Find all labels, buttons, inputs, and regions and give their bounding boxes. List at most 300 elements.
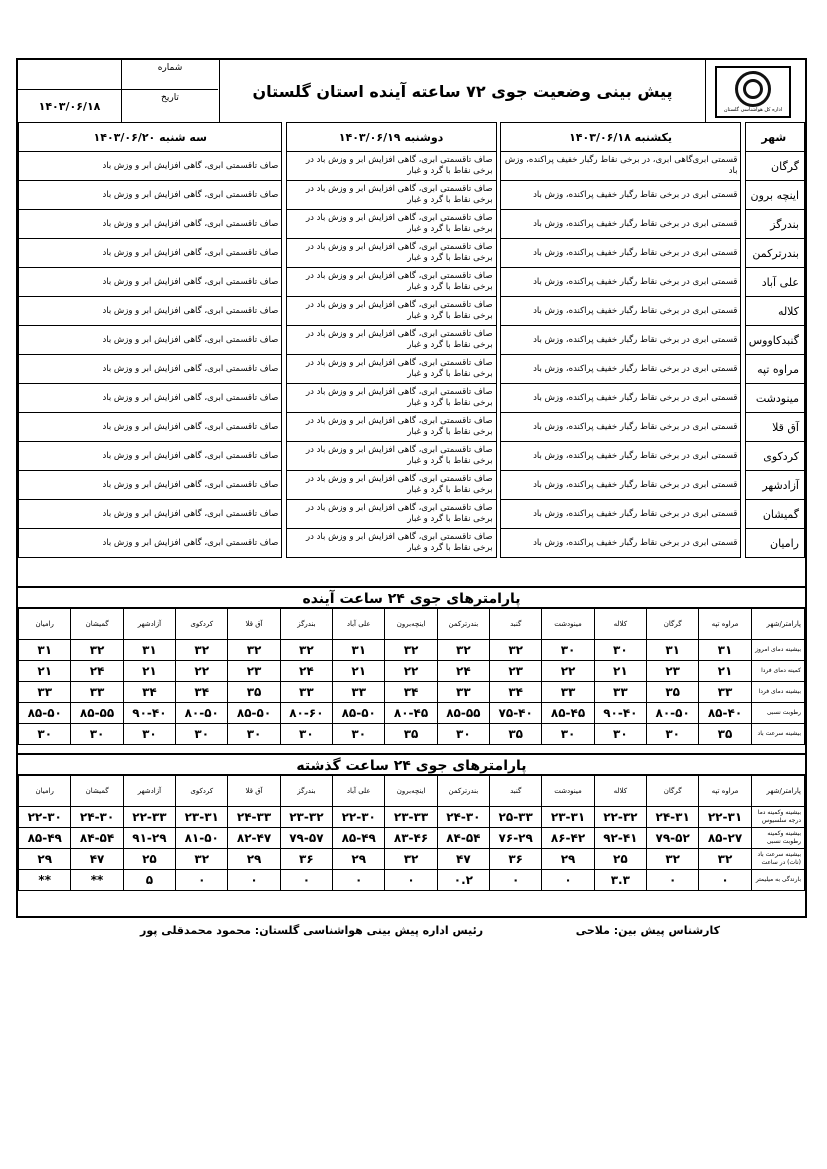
param-value: ۲۱ [19,661,71,682]
column-gap [282,210,286,239]
param-value: ۳۰ [542,724,594,745]
forecast-text: قسمتی ابری در برخی نقاط رگبار خفیف پراکنده، وزش باد [500,384,741,413]
param-label: رطوبت نسبی [751,703,804,724]
param-value: ۳۳ [542,682,594,703]
forecast-text: قسمتی ابری در برخی نقاط رگبار خفیف پراکنده، وزش باد [500,413,741,442]
forecast-text: صاف تاقسمتی ابری، گاهی افزایش ابر و وزش باد [19,297,282,326]
forecast-text: صاف تاقسمتی ابری، گاهی افزایش ابر و وزش باد در برخی نقاط با گرد و غبار [286,384,496,413]
logo-emblem-icon [735,71,771,107]
forecast-row [19,471,805,500]
number-value [18,60,121,89]
city-name: گمیشان [745,500,804,529]
param-value: ۳۳ [594,682,646,703]
column-gap [496,471,500,500]
param-value: ۳۵ [490,724,542,745]
city-name: بندرگز [745,210,804,239]
param-city: مینودشت [542,609,594,640]
param-city: آق قلا [228,609,280,640]
number-label: شماره [121,60,218,89]
param-city: بندرگز [280,609,332,640]
param-value: ۲۴-۳۰ [437,807,489,828]
forecast-text: صاف تاقسمتی ابری، گاهی افزایش ابر و وزش باد [19,471,282,500]
forecast-text: قسمتی ابری در برخی نقاط رگبار خفیف پراکنده، وزش باد [500,355,741,384]
param-value: ۳۱ [19,640,71,661]
column-gap [282,471,286,500]
param-label: بیشینه دمای امروز [751,640,804,661]
param-value: ۸۵-۴۹ [19,828,71,849]
column-gap [496,210,500,239]
city-name: گنبدکاووس [745,326,804,355]
column-gap [282,442,286,471]
forecast-sheet [16,58,807,918]
param-city: بندرگز [280,776,332,807]
param-value: ۲۴ [437,661,489,682]
forecast-row [19,355,805,384]
param-value: ۲۳-۳۱ [176,807,228,828]
param-value: ۹۰-۴۰ [594,703,646,724]
forecast-row [19,268,805,297]
param-value: ۳۱ [647,640,699,661]
param-corner: پارامتر/شهر [751,609,804,640]
city-name: رامیان [745,529,804,558]
param-city: بندرترکمن [437,776,489,807]
param-value: ۳۳ [333,682,385,703]
forecast-text: صاف تاقسمتی ابری، گاهی افزایش ابر و وزش باد [19,384,282,413]
city-name: آزادشهر [745,471,804,500]
param-value: ۳۵ [385,724,437,745]
param-value: ۷۶-۲۹ [490,828,542,849]
param-value: ۳۵ [647,682,699,703]
forecast-text: صاف تاقسمتی ابری، گاهی افزایش ابر و وزش باد [19,210,282,239]
param-value: ۸۴-۵۴ [437,828,489,849]
number-row [18,60,218,90]
param-city: گنبد [490,776,542,807]
param-value: ۲۱ [594,661,646,682]
param-value: ۲۵-۳۳ [490,807,542,828]
column-gap [282,123,286,152]
column-gap [741,326,745,355]
param-row [19,724,805,745]
param-value: ۳۳ [280,682,332,703]
forecast-text: صاف تاقسمتی ابری، گاهی افزایش ابر و وزش باد در برخی نقاط با گرد و غبار [286,326,496,355]
column-gap [496,181,500,210]
param-value: ۲۴-۳۱ [647,807,699,828]
param-label: بارندگی به میلیمتر [751,870,804,891]
param-value: ۷۵-۴۰ [490,703,542,724]
param-row [19,703,805,724]
forecast-text: صاف تاقسمتی ابری، گاهی افزایش ابر و وزش باد [19,529,282,558]
param-value: ۳۲ [490,640,542,661]
forecast-text: قسمتی ابری در برخی نقاط رگبار خفیف پراکنده، وزش باد [500,239,741,268]
column-gap [496,326,500,355]
param-value: ۲۱ [123,661,175,682]
forecast-row [19,500,805,529]
city-name: اینچه برون [745,181,804,210]
forecast-row [19,442,805,471]
param-label: بیشینه وکمینه رطوبت نسبی [751,828,804,849]
param-city: کردکوی [176,609,228,640]
city-name: کلاله [745,297,804,326]
column-gap [741,529,745,558]
forecast-text: صاف تاقسمتی ابری، گاهی افزایش ابر و وزش باد در برخی نقاط با گرد و غبار [286,181,496,210]
forecast-text: صاف تاقسمتی ابری، گاهی افزایش ابر و وزش باد در برخی نقاط با گرد و غبار [286,268,496,297]
column-gap [282,239,286,268]
param-label: کمینه دمای فردا [751,661,804,682]
param-value: ۸۴-۵۴ [71,828,123,849]
param-value: ۲۹ [542,849,594,870]
column-gap [282,152,286,181]
forecast-text: قسمتی ابری در برخی نقاط رگبار خفیف پراکنده، وزش باد [500,471,741,500]
column-gap [282,384,286,413]
forecast-text: قسمتی ابری در برخی نقاط رگبار خفیف پراکنده، وزش باد [500,500,741,529]
forecast-text: صاف تاقسمتی ابری، گاهی افزایش ابر و وزش باد در برخی نقاط با گرد و غبار [286,239,496,268]
param-value: ۲۵ [123,849,175,870]
column-gap [496,297,500,326]
param-value: ۳۶ [280,849,332,870]
forecast-row [19,152,805,181]
param-value: ۸۳-۴۶ [385,828,437,849]
page-title: پیش بینی وضعیت جوی ۷۲ ساعته آینده استان گلستان [252,81,673,101]
forecast-text: قسمتی ابری در برخی نقاط رگبار خفیف پراکنده، وزش باد [500,529,741,558]
param-value: ۳۳ [699,682,751,703]
param-value: ۳۲ [71,640,123,661]
forecast-text: قسمتی ابری در برخی نقاط رگبار خفیف پراکنده، وزش باد [500,181,741,210]
column-gap [282,355,286,384]
column-gap [496,123,500,152]
day-header: سه شنبه ۱۴۰۳/۰۶/۲۰ [19,123,282,152]
param-city: گنبد [490,609,542,640]
param-label: بیشینه سرعت باد [751,724,804,745]
param-city: گرگان [647,609,699,640]
param-city: اینچه‌برون [385,776,437,807]
column-gap [282,326,286,355]
city-name: مراوه تپه [745,355,804,384]
footer [140,924,720,944]
param-value: ۸۱-۵۰ [176,828,228,849]
forecast-table [18,122,805,558]
param-value: ۰ [333,870,385,891]
param-value: ۹۲-۴۱ [594,828,646,849]
param-value: ۹۱-۲۹ [123,828,175,849]
forecast-text: صاف تاقسمتی ابری، گاهی افزایش ابر و وزش باد [19,181,282,210]
forecast-text: صاف تاقسمتی ابری، گاهی افزایش ابر و وزش باد در برخی نقاط با گرد و غبار [286,471,496,500]
forecast-text: صاف تاقسمتی ابری، گاهی افزایش ابر و وزش باد [19,239,282,268]
column-gap [496,239,500,268]
param-value: ۰ [699,870,751,891]
day-header: یکشنبه ۱۴۰۳/۰۶/۱۸ [500,123,741,152]
param-value: ۲۳-۳۱ [542,807,594,828]
column-gap [496,413,500,442]
date-row [18,90,218,122]
column-gap [496,529,500,558]
column-gap [741,500,745,529]
param-value: ۸۵-۵۰ [228,703,280,724]
forecast-text: صاف تاقسمتی ابری، گاهی افزایش ابر و وزش باد [19,326,282,355]
city-name: بندرترکمن [745,239,804,268]
number-date-block [18,60,220,122]
param-city: کلاله [594,609,646,640]
param-value: ۰ [176,870,228,891]
param-city: گمیشان [71,609,123,640]
param-city: علی آباد [333,609,385,640]
param-value: ۳۰ [542,640,594,661]
param-value: ۲۲-۳۲ [594,807,646,828]
column-gap [741,355,745,384]
param-value: ۳۳ [71,682,123,703]
days-header-row [19,123,805,152]
param-value: ۸۵-۵۰ [19,703,71,724]
param-value: ۴۷ [71,849,123,870]
param-row [19,807,805,828]
forecast-text: صاف تاقسمتی ابری، گاهی افزایش ابر و وزش باد در برخی نقاط با گرد و غبار [286,355,496,384]
logo-cell [705,60,805,122]
param-value: ۲۴ [280,661,332,682]
param-value: ۸۵-۴۹ [333,828,385,849]
param-city: کردکوی [176,776,228,807]
param-value: ۳۰ [647,724,699,745]
param-value: ۳۰ [176,724,228,745]
forecast-row [19,297,805,326]
param-value: ۲۹ [19,849,71,870]
param-label: بیشینه وکمینه دما درجه سلسیوس [751,807,804,828]
param-value: ۳۱ [123,640,175,661]
column-gap [282,297,286,326]
param-header-row [19,609,805,640]
param-value: ۳.۳ [594,870,646,891]
param-value: ۰ [280,870,332,891]
param-value: ۳۵ [699,724,751,745]
param-value: ۲۲-۳۰ [333,807,385,828]
param-value: ۸۵-۴۵ [542,703,594,724]
param-value: ** [71,870,123,891]
column-gap [282,529,286,558]
forecast-row [19,326,805,355]
forecast-row [19,413,805,442]
forecast-text: قسمتی ابری در برخی نقاط رگبار خفیف پراکنده، وزش باد [500,326,741,355]
param-value: ۲۳ [490,661,542,682]
param-value: ۸۵-۴۰ [699,703,751,724]
city-name: مینودشت [745,384,804,413]
param-city: مراوه تپه [699,609,751,640]
param-value: ۳۲ [647,849,699,870]
column-gap [741,181,745,210]
param-value: ۳۰ [123,724,175,745]
param-value: ۴۷ [437,849,489,870]
forecast-text: قسمتی ابری در برخی نقاط رگبار خفیف پراکنده، وزش باد [500,268,741,297]
head-signature: رئیس اداره پیش بینی هواشناسی گلستان: محمود محمدقلی پور [140,924,484,937]
city-name: کردکوی [745,442,804,471]
param-value: ۲۹ [228,849,280,870]
param-value: ۲۱ [699,661,751,682]
forecast-text: صاف تاقسمتی ابری، گاهی افزایش ابر و وزش باد در برخی نقاط با گرد و غبار [286,210,496,239]
param-value: ۳۶ [490,849,542,870]
column-gap [282,500,286,529]
param-value: ۲۳-۳۲ [280,807,332,828]
column-gap [282,413,286,442]
param-value: ۸۵-۵۰ [333,703,385,724]
param-value: ۳۴ [176,682,228,703]
day-header: دوشنبه ۱۴۰۳/۰۶/۱۹ [286,123,496,152]
forecast-text: قسمتی ابری در برخی نقاط رگبار خفیف پراکنده، وزش باد [500,442,741,471]
column-gap [496,442,500,471]
param-value: ۵ [123,870,175,891]
city-name: گرگان [745,152,804,181]
forecast-text: قسمتی ابری در برخی نقاط رگبار خفیف پراکنده، وزش باد [500,297,741,326]
param-value: ۳۴ [490,682,542,703]
city-name: آق قلا [745,413,804,442]
forecaster-signature: کارشناس پیش بین: ملاحی [575,924,720,937]
forecast-text: صاف تاقسمتی ابری، گاهی افزایش ابر و وزش باد در برخی نقاط با گرد و غبار [286,413,496,442]
param-value: ۳۲ [699,849,751,870]
param-value: ۳۴ [385,682,437,703]
param-value: ۸۰-۵۰ [176,703,228,724]
date-value: ۱۴۰۳/۰۶/۱۸ [38,99,101,113]
param-value: ۳۲ [280,640,332,661]
column-gap [741,297,745,326]
param-value: ۲۴ [71,661,123,682]
column-gap [741,123,745,152]
param-value: ۳۲ [385,849,437,870]
column-gap [496,355,500,384]
forecast-row [19,529,805,558]
next24-title: پارامترهای جوی ۲۴ ساعت آینده [18,586,805,608]
param-value: ۲۲-۳۱ [699,807,751,828]
param-value: ۳۲ [176,640,228,661]
column-gap [496,500,500,529]
param-value: ۳۰ [594,724,646,745]
param-city: آزادشهر [123,609,175,640]
forecast-text: صاف تاقسمتی ابری، گاهی افزایش ابر و وزش باد [19,355,282,384]
header [18,60,805,122]
column-gap [741,384,745,413]
column-gap [741,152,745,181]
param-value: ۲۵ [594,849,646,870]
column-gap [282,181,286,210]
param-value: ۲۲ [542,661,594,682]
param-value: ۸۰-۵۰ [647,703,699,724]
column-gap [741,268,745,297]
param-value: ۳۲ [385,640,437,661]
param-city: اینچه‌برون [385,609,437,640]
forecast-text: صاف تاقسمتی ابری، گاهی افزایش ابر و وزش باد در برخی نقاط با گرد و غبار [286,152,496,181]
param-row [19,828,805,849]
param-value: ۸۲-۴۷ [228,828,280,849]
param-value: ۲۴-۳۳ [228,807,280,828]
column-gap [741,471,745,500]
param-value: ۰.۲ [437,870,489,891]
param-row [19,640,805,661]
forecast-text: صاف تاقسمتی ابری، گاهی افزایش ابر و وزش باد در برخی نقاط با گرد و غبار [286,529,496,558]
param-label: بیشینه دمای فردا [751,682,804,703]
forecast-text: صاف تاقسمتی ابری، گاهی افزایش ابر و وزش باد در برخی نقاط با گرد و غبار [286,297,496,326]
param-value: ** [19,870,71,891]
param-value: ۳۴ [123,682,175,703]
param-value: ۳۵ [228,682,280,703]
forecast-text: قسمتی ابری در برخی نقاط رگبار خفیف پراکنده، وزش باد [500,210,741,239]
param-city: کلاله [594,776,646,807]
param-city: رامیان [19,609,71,640]
param-value: ۲۲ [176,661,228,682]
param-value: ۲۳-۳۳ [385,807,437,828]
param-corner: پارامتر/شهر [751,776,804,807]
param-value: ۳۲ [228,640,280,661]
param-value: ۳۲ [437,640,489,661]
column-gap [741,442,745,471]
param-value: ۸۰-۴۵ [385,703,437,724]
param-city: گرگان [647,776,699,807]
param-value: ۸۶-۴۲ [542,828,594,849]
param-value: ۳۲ [176,849,228,870]
param-value: ۲۳ [228,661,280,682]
param-city: گمیشان [71,776,123,807]
forecast-text: قسمتی ابری‌گاهی ابری، در برخی نقاط رگبار خفیف پراکنده، وزش باد [500,152,741,181]
param-city: آزادشهر [123,776,175,807]
param-row [19,661,805,682]
param-value: ۷۹-۵۷ [280,828,332,849]
param-value: ۲۳ [647,661,699,682]
column-gap [496,384,500,413]
param-value: ۰ [647,870,699,891]
meteorological-organization-logo [715,66,791,118]
param-row [19,870,805,891]
forecast-text: صاف تاقسمتی ابری، گاهی افزایش ابر و وزش باد در برخی نقاط با گرد و غبار [286,442,496,471]
column-gap [496,152,500,181]
param-value: ۲۴-۳۰ [71,807,123,828]
param-value: ۲۲-۳۳ [123,807,175,828]
param-value: ۸۵-۵۵ [437,703,489,724]
param-value: ۲۲ [385,661,437,682]
param-value: ۸۰-۶۰ [280,703,332,724]
param-value: ۷۹-۵۲ [647,828,699,849]
param-value: ۳۰ [280,724,332,745]
forecast-text: صاف تاقسمتی ابری، گاهی افزایش ابر و وزش باد [19,442,282,471]
past24-table [18,775,805,891]
next24-table [18,608,805,745]
param-value: ۳۰ [228,724,280,745]
forecast-text: صاف تاقسمتی ابری، گاهی افزایش ابر و وزش باد [19,413,282,442]
param-city: مراوه تپه [699,776,751,807]
param-row [19,682,805,703]
param-value: ۰ [228,870,280,891]
param-value: ۹۰-۴۰ [123,703,175,724]
forecast-text: صاف تاقسمتی ابری، گاهی افزایش ابر و وزش باد در برخی نقاط با گرد و غبار [286,500,496,529]
param-label: بیشینه سرعت باد (نات) در ساعت [751,849,804,870]
column-gap [741,239,745,268]
param-value: ۳۰ [437,724,489,745]
forecast-row [19,384,805,413]
param-value: ۸۵-۵۵ [71,703,123,724]
param-value: ۳۰ [19,724,71,745]
param-city: علی آباد [333,776,385,807]
param-row [19,849,805,870]
param-value: ۲۲-۳۰ [19,807,71,828]
column-gap [496,268,500,297]
param-value: ۸۵-۲۷ [699,828,751,849]
column-gap [741,413,745,442]
past24-title: پارامترهای جوی ۲۴ ساعت گذشته [18,753,805,775]
param-value: ۰ [542,870,594,891]
column-gap [741,210,745,239]
param-value: ۰ [385,870,437,891]
param-city: بندرترکمن [437,609,489,640]
column-gap [282,268,286,297]
param-city: آق قلا [228,776,280,807]
param-value: ۲۹ [333,849,385,870]
param-city: رامیان [19,776,71,807]
forecast-text: صاف تاقسمتی ابری، گاهی افزایش ابر و وزش باد [19,152,282,181]
param-header-row [19,776,805,807]
param-value: ۳۳ [19,682,71,703]
